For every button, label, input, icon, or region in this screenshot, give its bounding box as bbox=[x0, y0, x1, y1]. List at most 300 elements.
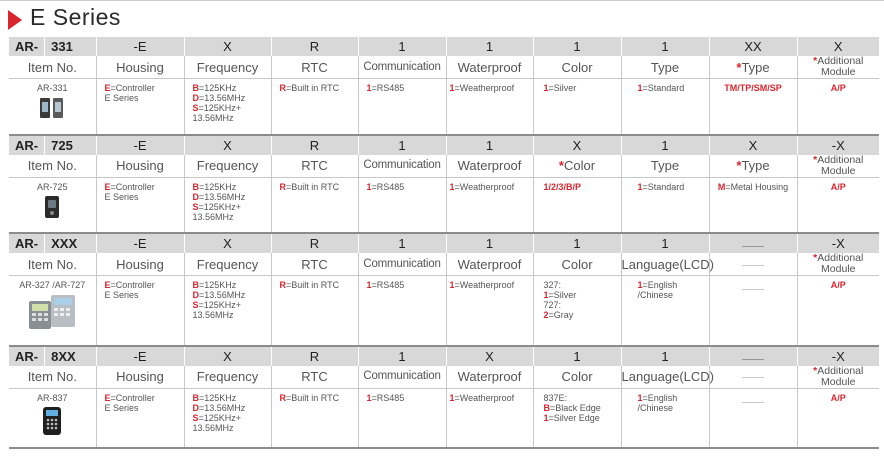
device-image bbox=[41, 406, 63, 438]
communication-label: Communication bbox=[358, 155, 446, 178]
option-code: R bbox=[279, 392, 286, 403]
option-text: =13.56MHz bbox=[199, 93, 246, 103]
type-cell bbox=[621, 388, 709, 448]
frequency-cell bbox=[184, 276, 271, 346]
option-text: =Controller bbox=[110, 181, 155, 192]
value-line bbox=[193, 280, 271, 290]
communication-label: Communication bbox=[358, 56, 446, 79]
label-row bbox=[9, 155, 879, 178]
item-no-label: Item No. bbox=[9, 155, 96, 178]
code-cell: 1 bbox=[533, 37, 621, 56]
option-text: =Black Edge bbox=[550, 402, 601, 413]
option-text: 13.56MHz bbox=[192, 422, 234, 433]
option-text: =Controller bbox=[110, 392, 155, 403]
code-cell: 1 bbox=[446, 37, 533, 56]
code-cell: R bbox=[271, 233, 358, 253]
option-code: 1 bbox=[366, 181, 372, 192]
type-label: Language(LCD) bbox=[621, 253, 709, 276]
option-text: =125KHz+ bbox=[198, 201, 242, 212]
dash-divider bbox=[742, 246, 764, 247]
value-line bbox=[544, 290, 621, 300]
option-text: 837E: bbox=[543, 392, 568, 403]
communication-label: Communication bbox=[358, 366, 446, 389]
label-row bbox=[9, 56, 879, 79]
rtc-label: RTC bbox=[271, 366, 358, 389]
item-cell bbox=[9, 79, 96, 135]
additional-module-cell bbox=[797, 388, 879, 448]
waterproof-label: Waterproof bbox=[446, 366, 533, 389]
model-code-cell bbox=[9, 346, 96, 366]
value-line bbox=[105, 280, 184, 290]
option-text: =Silver bbox=[548, 290, 577, 300]
model-prefix: AR- bbox=[15, 39, 39, 54]
communication-cell bbox=[358, 388, 446, 448]
option-code: B bbox=[192, 280, 199, 290]
value-line bbox=[280, 393, 358, 403]
model-number: XXX bbox=[44, 234, 77, 253]
frequency-label: Frequency bbox=[184, 56, 271, 79]
item-number: AR-837 bbox=[36, 392, 68, 403]
dash-divider bbox=[742, 377, 764, 378]
additional-module-text: Additional Module bbox=[817, 364, 864, 388]
item-number: AR-725 bbox=[36, 181, 68, 192]
section-title-bar bbox=[0, 0, 884, 34]
option-code: 1 bbox=[449, 280, 455, 290]
housing-sub: E Series bbox=[104, 191, 139, 202]
frequency-label: Frequency bbox=[184, 366, 271, 389]
option-code: 1 bbox=[637, 181, 643, 192]
housing-sub: E Series bbox=[104, 402, 139, 413]
option-text: =13.56MHz bbox=[199, 290, 246, 300]
color-label-text: Color bbox=[561, 369, 593, 384]
option-text: =125KHz+ bbox=[198, 103, 242, 113]
code-cell: -E bbox=[96, 346, 184, 366]
rtc-cell bbox=[271, 79, 358, 135]
option-text: =Built in RTC bbox=[286, 280, 340, 290]
code-cell: 1 bbox=[446, 233, 533, 253]
additional-module-label bbox=[797, 56, 879, 79]
model-prefix: AR- bbox=[15, 348, 39, 364]
module-codes: A/P bbox=[830, 280, 846, 290]
value-line bbox=[638, 403, 709, 413]
option-text: =125KHz bbox=[199, 83, 237, 93]
code-row bbox=[9, 346, 879, 366]
module-codes: A/P bbox=[830, 181, 846, 192]
value-line bbox=[280, 280, 358, 290]
spec-table bbox=[9, 37, 879, 449]
frequency-cell bbox=[184, 388, 271, 448]
color-label bbox=[533, 155, 621, 178]
type-option-label bbox=[709, 155, 797, 178]
value-line bbox=[544, 300, 621, 310]
value-line bbox=[638, 393, 709, 403]
code-cell: -X bbox=[797, 135, 879, 155]
communication-cell bbox=[358, 79, 446, 135]
housing-cell bbox=[96, 276, 184, 346]
option-code: 1 bbox=[366, 83, 372, 93]
value-line bbox=[638, 290, 709, 300]
additional-module-label bbox=[797, 366, 879, 389]
option-code: 1 bbox=[543, 412, 549, 423]
card-reader-device-icon bbox=[41, 406, 63, 436]
value-line bbox=[367, 83, 446, 93]
housing-cell bbox=[96, 177, 184, 233]
model-code-cell bbox=[9, 135, 96, 155]
option-text: =English bbox=[642, 392, 678, 403]
option-text: /Chinese bbox=[637, 402, 674, 413]
housing-cell bbox=[96, 79, 184, 135]
type-option-cell bbox=[709, 177, 797, 233]
code-cell: -X bbox=[797, 346, 879, 366]
type-label: Language(LCD) bbox=[621, 366, 709, 389]
option-code: B bbox=[543, 402, 550, 413]
option-text: 13.56MHz bbox=[192, 310, 234, 320]
value-line bbox=[105, 393, 184, 403]
item-cell bbox=[9, 276, 96, 346]
option-text: =13.56MHz bbox=[199, 191, 246, 202]
value-line bbox=[710, 83, 797, 93]
additional-module-text: Additional Module bbox=[817, 153, 864, 177]
option-text: =13.56MHz bbox=[199, 402, 246, 413]
option-text: =RS485 bbox=[371, 280, 405, 290]
device-image bbox=[39, 96, 65, 122]
communication-cell bbox=[358, 177, 446, 233]
red-triangle-icon bbox=[8, 10, 22, 30]
value-line bbox=[193, 393, 271, 403]
item-no-label: Item No. bbox=[9, 253, 96, 276]
option-text: =125KHz bbox=[199, 181, 237, 192]
value-line bbox=[193, 83, 271, 93]
value-line bbox=[450, 280, 533, 290]
code-cell: R bbox=[271, 346, 358, 366]
dash-divider bbox=[742, 289, 764, 290]
option-text: =English bbox=[642, 280, 678, 290]
code-cell: X bbox=[446, 346, 533, 366]
value-line bbox=[544, 280, 621, 290]
value-line bbox=[544, 83, 621, 93]
option-code: M bbox=[717, 181, 726, 192]
color-cell bbox=[533, 388, 621, 448]
code-cell: -E bbox=[96, 233, 184, 253]
code-cell: 1 bbox=[358, 346, 446, 366]
color-label bbox=[533, 56, 621, 79]
value-line bbox=[105, 182, 184, 192]
type-option-cell bbox=[709, 388, 797, 448]
option-text: =Controller bbox=[110, 83, 155, 93]
communication-cell bbox=[358, 276, 446, 346]
option-text: =Weatherproof bbox=[454, 392, 515, 403]
item-number: AR-331 bbox=[36, 83, 68, 93]
housing-sub: E Series bbox=[104, 290, 139, 300]
option-code: R bbox=[279, 83, 286, 93]
additional-module-cell bbox=[797, 177, 879, 233]
label-row bbox=[9, 366, 879, 389]
dash-divider bbox=[742, 359, 764, 360]
item-number: AR-327 /AR-727 bbox=[19, 280, 86, 290]
additional-module-cell bbox=[797, 276, 879, 346]
color-cell bbox=[533, 276, 621, 346]
color-label bbox=[533, 366, 621, 389]
value-line bbox=[280, 83, 358, 93]
housing-sub: E Series bbox=[104, 93, 139, 103]
option-code: 1 bbox=[366, 392, 372, 403]
option-text: =Gray bbox=[548, 310, 574, 320]
option-text: =RS485 bbox=[371, 83, 405, 93]
code-cell: 1 bbox=[621, 135, 709, 155]
additional-module-text: Additional Module bbox=[817, 252, 864, 275]
rtc-label: RTC bbox=[271, 253, 358, 276]
additional-module-label bbox=[797, 253, 879, 276]
item-no-label: Item No. bbox=[9, 366, 96, 389]
option-code: 1 bbox=[637, 83, 643, 93]
type-option-label bbox=[709, 253, 797, 276]
waterproof-cell bbox=[446, 79, 533, 135]
card-reader-device-icon bbox=[43, 195, 61, 219]
value-line bbox=[193, 290, 271, 300]
type-cell bbox=[621, 177, 709, 233]
option-code: 1 bbox=[543, 83, 549, 93]
type-option-cell bbox=[709, 79, 797, 135]
type-cell bbox=[621, 79, 709, 135]
color-label-text: Color bbox=[561, 59, 593, 75]
code-cell: R bbox=[271, 37, 358, 56]
module-codes: A/P bbox=[830, 392, 846, 403]
rtc-label: RTC bbox=[271, 56, 358, 79]
type-option-label bbox=[709, 366, 797, 389]
value-line bbox=[193, 300, 271, 310]
model-prefix: AR- bbox=[15, 137, 39, 153]
option-text: =125KHz+ bbox=[198, 300, 242, 310]
code-cell: -E bbox=[96, 37, 184, 56]
type-label-text: Type bbox=[741, 59, 770, 75]
additional-module-cell bbox=[797, 79, 879, 135]
value-line bbox=[450, 83, 533, 93]
label-row bbox=[9, 253, 879, 276]
color-cell bbox=[533, 79, 621, 135]
option-text: =125KHz+ bbox=[198, 412, 242, 423]
star-icon: * bbox=[813, 252, 818, 264]
type-cell bbox=[621, 276, 709, 346]
top-divider bbox=[0, 0, 884, 1]
type-option-label bbox=[709, 56, 797, 79]
option-code: 1 bbox=[543, 290, 549, 300]
option-code: E bbox=[104, 392, 111, 403]
option-text: =125KHz bbox=[199, 280, 237, 290]
value-line bbox=[638, 280, 709, 290]
rtc-label: RTC bbox=[271, 155, 358, 178]
model-prefix: AR- bbox=[15, 236, 39, 251]
option-code: B bbox=[192, 83, 199, 93]
waterproof-label: Waterproof bbox=[446, 155, 533, 178]
option-text: =Built in RTC bbox=[286, 181, 340, 192]
value-line bbox=[544, 310, 621, 320]
type-option-cell bbox=[709, 276, 797, 346]
frequency-cell bbox=[184, 79, 271, 135]
module-codes: A/P bbox=[830, 83, 846, 93]
model-code-cell bbox=[9, 233, 96, 253]
model-number: 725 bbox=[44, 136, 73, 155]
waterproof-label: Waterproof bbox=[446, 56, 533, 79]
frequency-label: Frequency bbox=[184, 155, 271, 178]
code-cell: 1 bbox=[621, 233, 709, 253]
option-text: =RS485 bbox=[371, 392, 405, 403]
housing-label: Housing bbox=[96, 56, 184, 79]
option-code: S bbox=[192, 412, 199, 423]
value-line bbox=[450, 393, 533, 403]
option-code: 1 bbox=[637, 392, 643, 403]
option-code: D bbox=[192, 290, 199, 300]
option-code: 1 bbox=[449, 181, 455, 192]
option-code: R bbox=[279, 280, 286, 290]
rtc-cell bbox=[271, 388, 358, 448]
value-line bbox=[544, 413, 621, 423]
option-code: S bbox=[192, 103, 199, 113]
color-label-text: Color bbox=[561, 256, 593, 272]
card-reader-device-icon bbox=[27, 293, 77, 331]
code-cell: XX bbox=[709, 37, 797, 56]
detail-row bbox=[9, 388, 879, 448]
value-line bbox=[105, 83, 184, 93]
code-cell: X bbox=[184, 135, 271, 155]
model-number: 331 bbox=[44, 37, 73, 56]
option-text: =Silver bbox=[548, 83, 577, 93]
option-code: S bbox=[192, 201, 199, 212]
code-cell: X bbox=[184, 233, 271, 253]
option-code: 1 bbox=[637, 280, 643, 290]
option-code: TM/TP/SM/SP bbox=[724, 83, 782, 93]
option-code: E bbox=[104, 280, 111, 290]
item-no-label: Item No. bbox=[9, 56, 96, 79]
code-cell: X bbox=[184, 346, 271, 366]
option-text: =Weatherproof bbox=[454, 83, 515, 93]
code-row bbox=[9, 37, 879, 56]
option-code: 1 bbox=[449, 392, 455, 403]
star-icon: * bbox=[813, 153, 818, 166]
code-cell: X bbox=[533, 135, 621, 155]
option-text: =Metal Housing bbox=[725, 181, 789, 192]
option-code: 1 bbox=[366, 280, 372, 290]
option-code: S bbox=[192, 300, 199, 310]
code-cell bbox=[709, 233, 797, 253]
option-text: =Built in RTC bbox=[286, 83, 340, 93]
waterproof-cell bbox=[446, 177, 533, 233]
option-text: =Weatherproof bbox=[454, 280, 515, 290]
code-cell: 1 bbox=[358, 135, 446, 155]
code-cell: 1 bbox=[533, 346, 621, 366]
code-cell: -X bbox=[797, 233, 879, 253]
housing-label: Housing bbox=[96, 253, 184, 276]
option-code: D bbox=[192, 402, 199, 413]
item-cell bbox=[9, 388, 96, 448]
value-line bbox=[193, 310, 271, 320]
additional-module-label bbox=[797, 155, 879, 178]
value-line bbox=[193, 403, 271, 413]
waterproof-cell bbox=[446, 276, 533, 346]
option-text: /Chinese bbox=[637, 290, 674, 300]
color-cell bbox=[533, 177, 621, 233]
option-text: =Controller bbox=[110, 280, 155, 290]
star-icon: * bbox=[736, 158, 742, 173]
waterproof-cell bbox=[446, 388, 533, 448]
detail-row bbox=[9, 79, 879, 135]
code-cell: 1 bbox=[358, 233, 446, 253]
option-code: E bbox=[104, 83, 111, 93]
communication-label: Communication bbox=[358, 253, 446, 276]
option-text: =Standard bbox=[642, 181, 685, 192]
option-code: D bbox=[192, 93, 199, 103]
option-text: =Standard bbox=[642, 83, 685, 93]
value-line bbox=[193, 113, 271, 123]
device-image bbox=[43, 195, 61, 221]
star-icon: * bbox=[736, 59, 742, 75]
option-code: 2 bbox=[543, 310, 549, 320]
value-line bbox=[193, 202, 271, 212]
rtc-cell bbox=[271, 177, 358, 233]
type-label: Type bbox=[621, 155, 709, 178]
option-text: =Built in RTC bbox=[286, 392, 340, 403]
dash-divider bbox=[742, 265, 764, 266]
item-cell bbox=[9, 177, 96, 233]
detail-row bbox=[9, 276, 879, 346]
code-cell: 1 bbox=[621, 37, 709, 56]
star-icon: * bbox=[813, 55, 818, 67]
option-code: R bbox=[279, 181, 286, 192]
value-line bbox=[544, 393, 621, 403]
option-text: 327: bbox=[543, 280, 562, 290]
housing-label: Housing bbox=[96, 155, 184, 178]
value-line bbox=[193, 413, 271, 423]
option-text: =RS485 bbox=[371, 181, 405, 192]
value-line bbox=[280, 182, 358, 192]
option-text: =Weatherproof bbox=[454, 181, 515, 192]
value-line bbox=[193, 192, 271, 202]
star-icon: * bbox=[558, 158, 564, 173]
code-cell: 1 bbox=[358, 37, 446, 56]
option-text: 13.56MHz bbox=[192, 113, 234, 123]
code-cell: -E bbox=[96, 135, 184, 155]
value-line bbox=[193, 423, 271, 433]
option-text: 13.56MHz bbox=[192, 211, 234, 222]
dash-divider bbox=[742, 402, 764, 403]
detail-row bbox=[9, 177, 879, 233]
option-code: 1/2/3/B/P bbox=[543, 181, 582, 192]
color-label bbox=[533, 253, 621, 276]
color-label-text: Color bbox=[563, 158, 596, 173]
code-cell: 1 bbox=[621, 346, 709, 366]
frequency-cell bbox=[184, 177, 271, 233]
value-line bbox=[544, 182, 621, 192]
option-text: =125KHz bbox=[199, 392, 237, 403]
additional-module-text: Additional Module bbox=[817, 55, 864, 78]
value-line bbox=[638, 182, 709, 192]
option-text: 727: bbox=[543, 300, 562, 310]
code-row bbox=[9, 233, 879, 253]
value-line bbox=[193, 182, 271, 192]
housing-label: Housing bbox=[96, 366, 184, 389]
frequency-label: Frequency bbox=[184, 253, 271, 276]
option-code: D bbox=[192, 191, 199, 202]
option-text: =Silver Edge bbox=[548, 412, 600, 423]
code-cell: 1 bbox=[446, 135, 533, 155]
value-line bbox=[193, 103, 271, 113]
model-code-cell bbox=[9, 37, 96, 56]
code-row bbox=[9, 135, 879, 155]
rtc-cell bbox=[271, 276, 358, 346]
option-code: 1 bbox=[449, 83, 455, 93]
type-label: Type bbox=[621, 56, 709, 79]
code-cell bbox=[709, 346, 797, 366]
model-number: 8XX bbox=[44, 347, 76, 366]
